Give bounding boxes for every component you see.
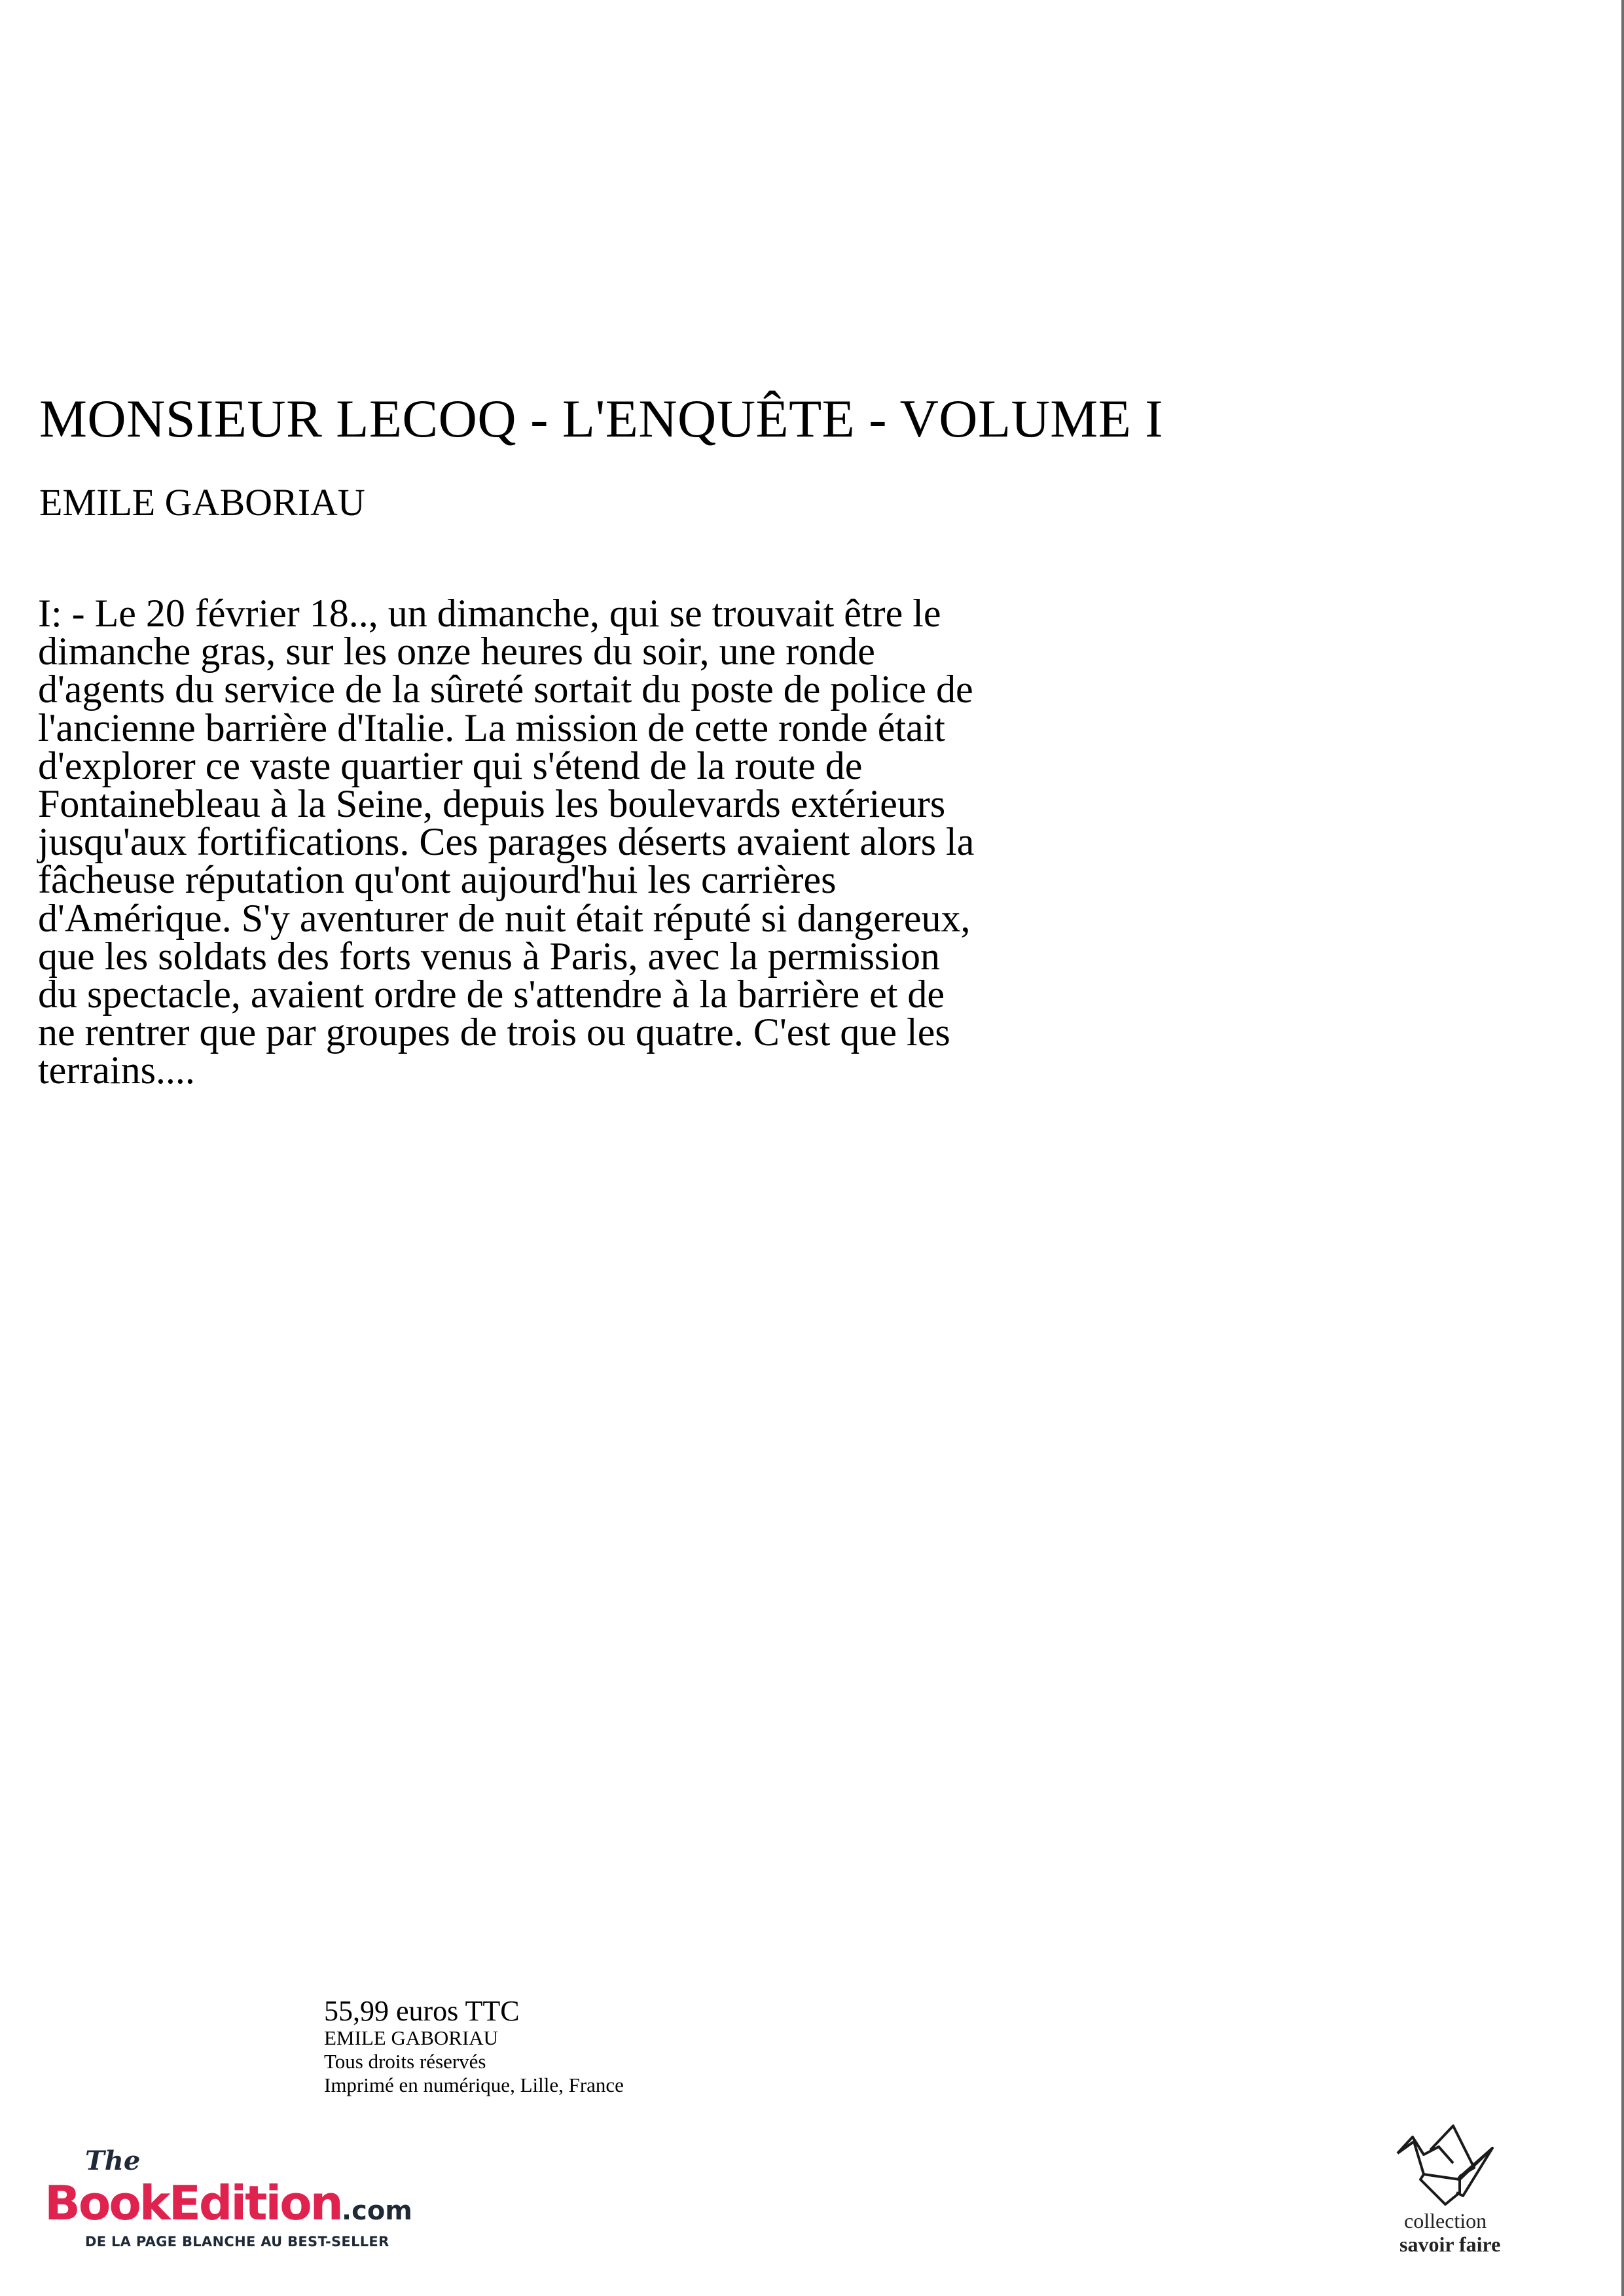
page-edge-line: [1621, 0, 1624, 2296]
excerpt-line: jusqu'aux fortifications. Ces parages déserts avaient alors la: [38, 820, 975, 864]
printing-notice: Imprimé en numérique, Lille, France: [324, 2073, 624, 2096]
excerpt-line: d'agents du service de la sûreté sortait du poste de police de: [38, 668, 973, 711]
collection-label: collection: [1404, 2209, 1487, 2233]
logo-brand-text: [45, 2177, 412, 2229]
excerpt-line: terrains....: [38, 1049, 195, 1092]
excerpt-line: dimanche gras, sur les onze heures du soir, une ronde: [38, 630, 875, 673]
logo-tagline: DE LA PAGE BLANCHE AU BEST-SELLER: [85, 2234, 389, 2250]
savoir-faire-label: savoir faire: [1399, 2233, 1501, 2256]
collection-savoir-faire-logo: [1381, 2121, 1551, 2271]
excerpt-line: du spectacle, avaient ordre de s'attendre à la barrière et de: [38, 972, 945, 1016]
imprint-block: [324, 1996, 624, 2097]
logo-the-text: The: [85, 2145, 141, 2176]
origami-crane-icon: [1394, 2121, 1525, 2206]
excerpt-line: Fontainebleau à la Seine, depuis les boulevards extérieurs: [38, 781, 946, 825]
logo-brand-name: BookEdition: [45, 2176, 342, 2231]
excerpt-line: d'explorer ce vaste quartier qui s'étend de la route de: [38, 744, 863, 787]
price-label: 55,99 euros TTC: [324, 1995, 520, 2027]
excerpt-line: d'Amérique. S'y aventurer de nuit était réputé si dangereux,: [38, 896, 971, 940]
logo-domain-text: .com: [341, 2196, 412, 2226]
excerpt-line: I: - Le 20 février 18.., un dimanche, qui se trouvait être le: [38, 592, 941, 635]
excerpt-line: ne rentrer que par groupes de trois ou quatre. C'est que les: [38, 1011, 950, 1054]
rights-notice: Tous droits réservés: [324, 2050, 486, 2073]
excerpt-line: l'ancienne barrière d'Italie. La mission de cette ronde était: [38, 706, 945, 749]
book-title: MONSIEUR LECOQ - L'ENQUÊTE - VOLUME I: [39, 389, 1164, 448]
bookedition-logo: [39, 2145, 458, 2266]
excerpt-line: fâcheuse réputation qu'ont aujourd'hui les carrières: [38, 858, 837, 902]
imprint-author: EMILE GABORIAU: [324, 2026, 499, 2049]
excerpt-paragraph: [38, 592, 1236, 1092]
excerpt-line: que les soldats des forts venus à Paris, avec la permission: [38, 934, 941, 978]
book-author: EMILE GABORIAU: [39, 481, 365, 524]
